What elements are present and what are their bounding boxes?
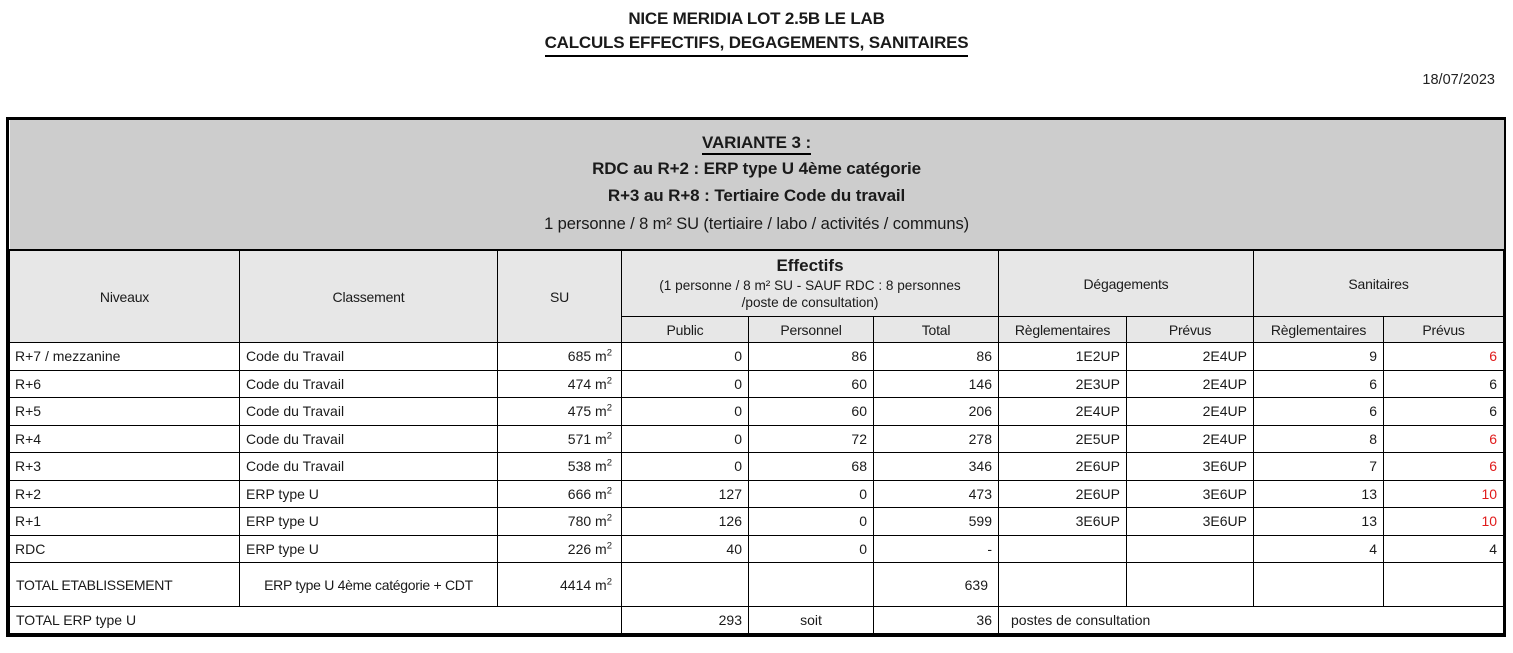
cell-niveau: R+1 (10, 508, 240, 536)
cell-degagements-reglementaires (999, 535, 1127, 563)
cell-sanitaires-reglementaires: 9 (1254, 343, 1384, 371)
cell-public: 127 (622, 480, 749, 508)
cell-classement: ERP type U (240, 480, 498, 508)
cell-sanitaires-prevus: 10 (1384, 480, 1504, 508)
cell-su: 538 $m^2$ (498, 453, 622, 481)
cell-sanitaires-reglementaires: 6 (1254, 398, 1384, 426)
document-header (0, 0, 1513, 57)
cell-sanitaires-prevus: 6 (1384, 398, 1504, 426)
total-establishment-san-prevus (1384, 563, 1504, 607)
effectifs-title: Effectifs (776, 256, 844, 276)
table-body (10, 343, 1504, 563)
total-establishment-san-reglementaires (1254, 563, 1384, 607)
cell-degagements-reglementaires: 2E4UP (999, 398, 1127, 426)
table-row (10, 453, 1504, 481)
cell-sanitaires-prevus: 6 (1384, 370, 1504, 398)
cell-su: 685 $m^2$ (498, 343, 622, 371)
total-establishment-row (10, 563, 1504, 607)
table-row (10, 508, 1504, 536)
total-establishment-personnel (749, 563, 874, 607)
cell-sanitaires-reglementaires: 6 (1254, 370, 1384, 398)
variante-line-3: R+3 au R+8 : Tertiaire Code du travail (607, 185, 906, 205)
cell-public: 0 (622, 343, 749, 371)
cell-niveau: R+2 (10, 480, 240, 508)
column-header-degagements-reglementaires: Règlementaires (999, 317, 1127, 343)
total-establishment-label: TOTAL ETABLISSEMENT (10, 563, 240, 607)
cell-public: 40 (622, 535, 749, 563)
column-header-sanitaires: Sanitaires (1254, 250, 1504, 316)
cell-degagements-prevus: 2E4UP (1127, 343, 1254, 371)
cell-total: 473 (874, 480, 999, 508)
cell-sanitaires-reglementaires: 4 (1254, 535, 1384, 563)
cell-niveau: R+6 (10, 370, 240, 398)
cell-degagements-prevus: 3E6UP (1127, 480, 1254, 508)
calculation-table (9, 120, 1504, 634)
cell-public: 126 (622, 508, 749, 536)
cell-niveau: R+3 (10, 453, 240, 481)
cell-su: 666 $m^2$ (498, 480, 622, 508)
cell-total: 206 (874, 398, 999, 426)
cell-personnel: 68 (749, 453, 874, 481)
cell-classement: ERP type U (240, 535, 498, 563)
column-header-total: Total (874, 317, 999, 343)
cell-niveau: R+7 / mezzanine (10, 343, 240, 371)
column-header-public: Public (622, 317, 749, 343)
cell-degagements-prevus: 3E6UP (1127, 453, 1254, 481)
variante-line-2: RDC au R+2 : ERP type U 4ème catégorie (592, 159, 921, 179)
cell-classement: Code du Travail (240, 398, 498, 426)
total-establishment-deg-prevus (1127, 563, 1254, 607)
table-row (10, 398, 1504, 426)
column-header-classement: Classement (240, 250, 498, 342)
total-establishment-total: 639 (874, 563, 999, 607)
effectifs-note-1: (1 personne / 8 m² SU - SAUF RDC : 8 personnes (659, 277, 961, 293)
variante-banner-row (10, 120, 1504, 250)
cell-degagements-reglementaires: 2E3UP (999, 370, 1127, 398)
document-date: 18/07/2023 (1422, 72, 1495, 88)
cell-sanitaires-reglementaires: 7 (1254, 453, 1384, 481)
cell-degagements-reglementaires: 3E6UP (999, 508, 1127, 536)
total-erp-soit-label: soit (749, 607, 874, 634)
variante-title: VARIANTE 3 : (14, 130, 1500, 156)
cell-total: 346 (874, 453, 999, 481)
variante-line-4: 1 personne / 8 m² SU (tertiaire / labo / activités / communs) (544, 215, 969, 234)
cell-degagements-prevus: 2E4UP (1127, 370, 1254, 398)
table-row (10, 343, 1504, 371)
cell-su: 780 $m^2$ (498, 508, 622, 536)
cell-sanitaires-prevus: 10 (1384, 508, 1504, 536)
column-header-niveaux: Niveaux (10, 250, 240, 342)
cell-personnel: 72 (749, 425, 874, 453)
table-row (10, 480, 1504, 508)
cell-total: 86 (874, 343, 999, 371)
cell-sanitaires-reglementaires: 8 (1254, 425, 1384, 453)
total-erp-count-note: postes de consultation (999, 607, 1504, 634)
cell-niveau: RDC (10, 535, 240, 563)
cell-personnel: 0 (749, 480, 874, 508)
cell-personnel: 0 (749, 535, 874, 563)
total-erp-public: 293 (622, 607, 749, 634)
cell-degagements-reglementaires: 2E5UP (999, 425, 1127, 453)
cell-sanitaires-prevus: 6 (1384, 343, 1504, 371)
total-establishment-su: 4414 $m^2$ (498, 563, 622, 607)
cell-su: 226 $m^2$ (498, 535, 622, 563)
cell-classement: Code du Travail (240, 370, 498, 398)
cell-niveau: R+5 (10, 398, 240, 426)
variante-banner (10, 120, 1504, 250)
cell-degagements-reglementaires: 2E6UP (999, 453, 1127, 481)
column-header-effectifs (622, 250, 999, 316)
cell-personnel: 60 (749, 370, 874, 398)
calculation-table-container (6, 117, 1506, 637)
total-establishment-public (622, 563, 749, 607)
page-title-line-1: NICE MERIDIA LOT 2.5B LE LAB (628, 9, 885, 28)
cell-degagements-prevus: 2E4UP (1127, 398, 1254, 426)
cell-public: 0 (622, 453, 749, 481)
column-header-sanitaires-reglementaires: Règlementaires (1254, 317, 1384, 343)
table-row (10, 535, 1504, 563)
cell-public: 0 (622, 425, 749, 453)
cell-sanitaires-reglementaires: 13 (1254, 508, 1384, 536)
table-header-group-row (10, 250, 1504, 316)
total-establishment-deg-reglementaires (999, 563, 1127, 607)
cell-sanitaires-prevus: 4 (1384, 535, 1504, 563)
cell-sanitaires-prevus: 6 (1384, 453, 1504, 481)
cell-degagements-reglementaires: 2E6UP (999, 480, 1127, 508)
cell-degagements-prevus (1127, 535, 1254, 563)
total-establishment-classement: ERP type U 4ème catégorie + CDT (240, 563, 498, 607)
column-header-degagements-prevus: Prévus (1127, 317, 1254, 343)
cell-su: 571 $m^2$ (498, 425, 622, 453)
cell-total: 278 (874, 425, 999, 453)
cell-total: - (874, 535, 999, 563)
cell-su: 474 $m^2$ (498, 370, 622, 398)
cell-degagements-prevus: 3E6UP (1127, 508, 1254, 536)
cell-total: 146 (874, 370, 999, 398)
total-erp-row (10, 607, 1504, 634)
cell-personnel: 60 (749, 398, 874, 426)
cell-total: 599 (874, 508, 999, 536)
cell-classement: Code du Travail (240, 343, 498, 371)
cell-public: 0 (622, 398, 749, 426)
cell-degagements-prevus: 2E4UP (1127, 425, 1254, 453)
cell-classement: Code du Travail (240, 453, 498, 481)
cell-sanitaires-reglementaires: 13 (1254, 480, 1384, 508)
cell-classement: Code du Travail (240, 425, 498, 453)
column-header-personnel: Personnel (749, 317, 874, 343)
cell-classement: ERP type U (240, 508, 498, 536)
cell-degagements-reglementaires: 1E2UP (999, 343, 1127, 371)
total-erp-label: TOTAL ERP type U (10, 607, 622, 634)
cell-personnel: 0 (749, 508, 874, 536)
total-erp-count: 36 (874, 607, 999, 634)
column-header-sanitaires-prevus: Prévus (1384, 317, 1504, 343)
column-header-su: SU (498, 250, 622, 342)
effectifs-note-2: /poste de consultation) (741, 295, 879, 311)
cell-niveau: R+4 (10, 425, 240, 453)
cell-public: 0 (622, 370, 749, 398)
cell-personnel: 86 (749, 343, 874, 371)
table-row (10, 425, 1504, 453)
table-row (10, 370, 1504, 398)
cell-sanitaires-prevus: 6 (1384, 425, 1504, 453)
page-title-line-2: CALCULS EFFECTIFS, DEGAGEMENTS, SANITAIRES (545, 31, 969, 57)
cell-su: 475 $m^2$ (498, 398, 622, 426)
column-header-degagements: Dégagements (999, 250, 1254, 316)
